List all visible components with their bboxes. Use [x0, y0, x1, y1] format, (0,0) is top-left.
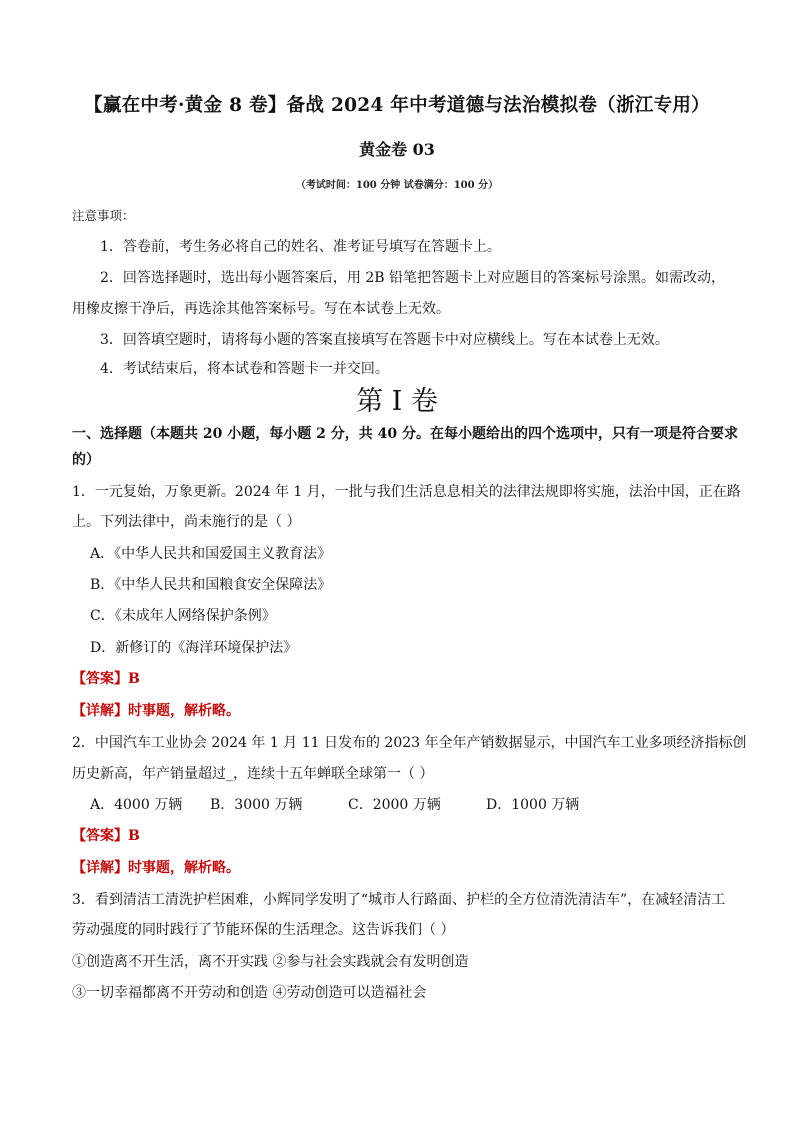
part-instructions: 一、选择题（本题共 20 小题，每小题 2 分，共 40 分。在每小题给出的四个选项中，只有一项是符合要求 — [72, 426, 738, 442]
exam-info: （考试时间：100 分钟 试卷满分：100 分） — [295, 180, 499, 191]
question-option: B．3000 万辆 — [210, 797, 303, 813]
question-option: C．2000 万辆 — [348, 797, 441, 813]
question-stem: 2．中国汽车工业协会 2024 年 1 月 11 日发布的 2023 年全年产销数据显示，中国汽车工业多项经济指标创 — [72, 735, 747, 751]
answer-label: 【答案】 — [72, 671, 128, 687]
question-stem: 劳动强度的同时践行了节能环保的生活理念。这告诉我们（ ） — [72, 922, 455, 938]
detail-line — [72, 701, 240, 721]
part-instructions-cont: 的） — [72, 452, 100, 468]
question-option: D．新修订的《海洋环境保护法》 — [90, 640, 298, 656]
question-statement: ③一切幸福都离不开劳动和创造 ④劳动创造可以造福社会 — [72, 985, 427, 1001]
detail-label: 【详解】 — [72, 860, 128, 876]
question-option: C．《未成年人网络保护条例》 — [90, 608, 276, 624]
note-item: 2．回答选择题时，选出每小题答案后，用 2B 铅笔把答题卡上对应题目的答案标号涂黑。如需改动， — [100, 270, 726, 286]
question-option: B．《中华人民共和国粮食安全保障法》 — [90, 577, 332, 593]
exam-subtitle: 黄金卷 03 — [359, 140, 435, 159]
notes-heading: 注意事项： — [72, 208, 135, 223]
section-title: 第 I 卷 — [356, 386, 438, 417]
question-stem: 上。下列法律中，尚未施行的是（ ） — [72, 514, 301, 530]
exam-title: 【赢在中考·黄金 8 卷】备战 2024 年中考道德与法治模拟卷（浙江专用） — [84, 95, 710, 116]
answer-label: 【答案】 — [72, 828, 128, 844]
answer-value: B — [128, 828, 140, 844]
question-stem: 3．看到清洁工清洗护栏困难，小辉同学发明了“城市人行路面、护栏的全方位清洗清洁车”，在减轻清洁工 — [72, 892, 726, 908]
answer-value: B — [128, 671, 140, 687]
note-item: 3．回答填空题时，请将每小题的答案直接填写在答题卡中对应横线上。写在本试卷上无效。 — [100, 332, 669, 348]
answer-line — [72, 669, 140, 689]
detail-text: 时事题，解析略。 — [128, 703, 240, 719]
question-option: A．4000 万辆 — [90, 797, 183, 813]
question-stem: 1．一元复始，万象更新。2024 年 1 月，一批与我们生活息息相关的法律法规即将实施，法治中国，正在路 — [72, 484, 741, 500]
detail-text: 时事题，解析略。 — [128, 860, 240, 876]
question-statement: ①创造离不开生活，离不开实践 ②参与社会实践就会有发明创造 — [72, 954, 469, 970]
question-options-row — [90, 795, 579, 815]
note-item: 用橡皮擦干净后，再选涂其他答案标号。写在本试卷上无效。 — [72, 301, 450, 317]
note-item: 4．考试结束后，将本试卷和答题卡一并交回。 — [100, 361, 389, 377]
question-stem: 历史新高，年产销量超过_，连续十五年蝉联全球第一（ ） — [72, 766, 434, 782]
note-item: 1．答卷前，考生务必将自己的姓名、准考证号填写在答题卡上。 — [100, 239, 501, 255]
answer-line — [72, 826, 140, 846]
question-option: A．《中华人民共和国爱国主义教育法》 — [90, 546, 332, 562]
detail-label: 【详解】 — [72, 703, 128, 719]
detail-line — [72, 858, 240, 878]
question-option: D．1000 万辆 — [486, 797, 580, 813]
